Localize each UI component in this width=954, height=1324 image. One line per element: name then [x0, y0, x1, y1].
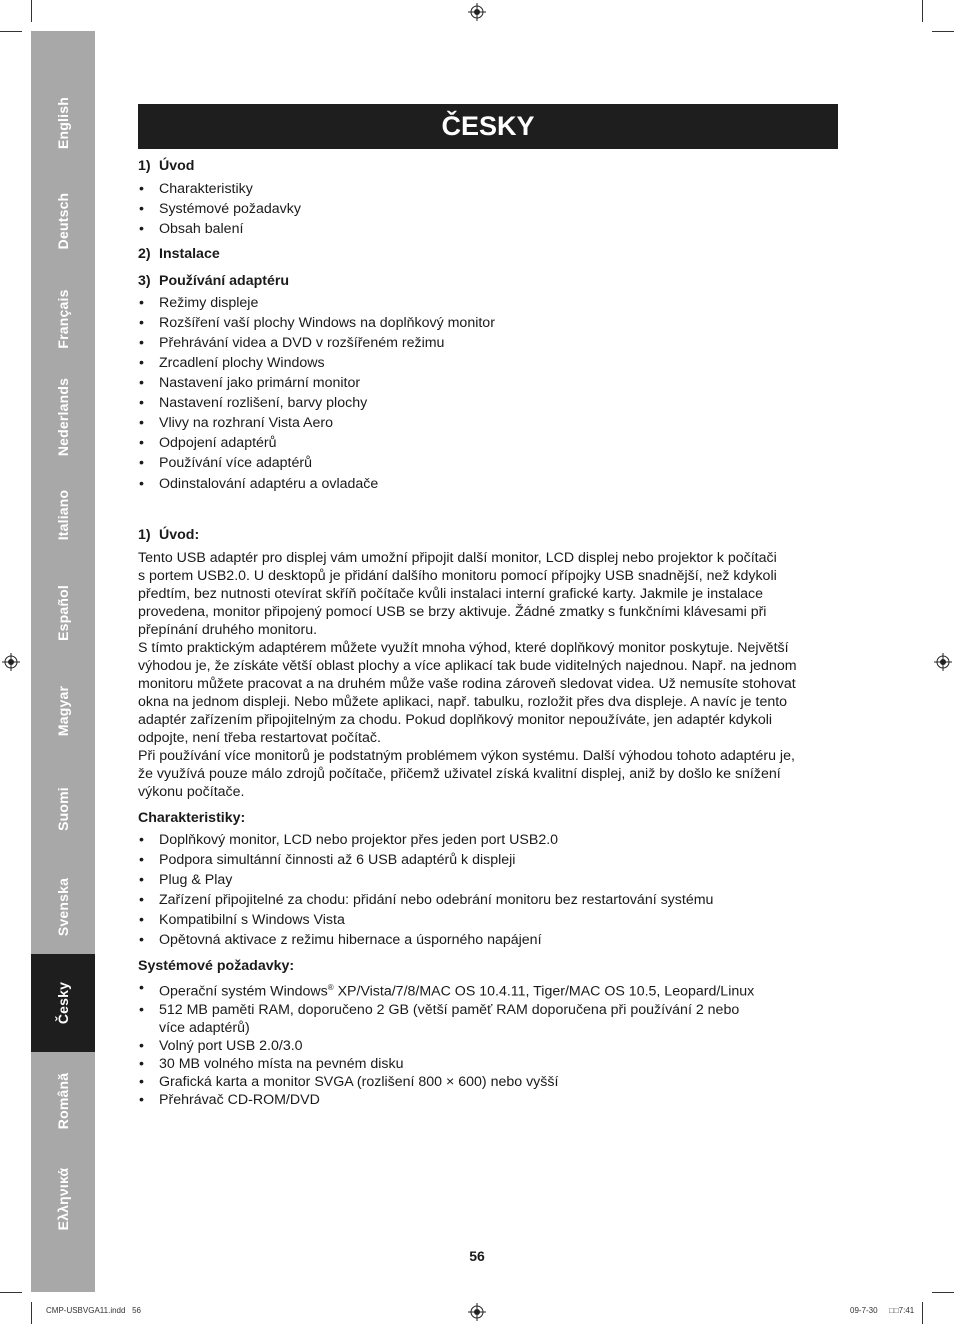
- list-item: • Opětovná aktivace z režimu hibernace a úsporného napájení: [138, 931, 838, 949]
- toc-heading-1: 1) Úvod: [138, 158, 195, 174]
- text-line: předtím, bez nutnosti otevírat skříň počítače kvůli instalaci interní grafické karty. Jakmile je instalace: [138, 586, 764, 602]
- tab-espanol[interactable]: Español: [55, 585, 71, 641]
- toc-list-3: [138, 294, 838, 493]
- list-item: • Nastavení rozlišení, barvy plochy: [138, 394, 838, 412]
- page-title: ČESKY: [138, 104, 838, 149]
- list-item: • Odinstalování adaptéru a ovladače: [138, 475, 838, 493]
- intro-paragraph-3: [138, 747, 838, 801]
- intro-paragraph-1: [138, 549, 838, 639]
- requirements-heading: Systémové požadavky:: [138, 958, 295, 974]
- features-list: [138, 831, 838, 949]
- list-item: • Doplňkový monitor, LCD nebo projektor přes jeden port USB2.0: [138, 831, 838, 849]
- crop-mark: [0, 31, 22, 32]
- section-heading-intro: 1) Úvod:: [138, 527, 200, 543]
- registration-mark-icon: [2, 653, 20, 671]
- list-item: • Odpojení adaptérů: [138, 434, 838, 452]
- registration-mark-icon: [934, 653, 952, 671]
- tab-english[interactable]: English: [55, 97, 71, 149]
- crop-mark: [31, 0, 32, 22]
- list-item: • Systémové požadavky: [138, 200, 838, 218]
- footer-filename: CMP-USBVGA11.indd 56: [46, 1306, 142, 1315]
- list-item: • Obsah balení: [138, 220, 838, 238]
- text-line: přepínání druhého monitoru.: [138, 622, 318, 638]
- footer-time: □□7:41: [889, 1306, 915, 1315]
- list-item: • Zrcadlení plochy Windows: [138, 354, 838, 372]
- tab-nederlands[interactable]: Nederlands: [55, 377, 71, 457]
- list-item: • Vlivy na rozhraní Vista Aero: [138, 414, 838, 432]
- tab-italiano[interactable]: Italiano: [55, 489, 71, 541]
- crop-mark: [0, 1292, 22, 1293]
- text-line: provedena, monitor připojený pomocí USB se brzy aktivuje. Žádné zmatky s funkčními klávesami při: [138, 604, 767, 620]
- text-line: odpojte, není třeba restartovat počítač.: [138, 730, 381, 746]
- features-heading: Charakteristiky:: [138, 810, 246, 826]
- text-line: Tento USB adaptér pro displej vám umožní připojit další monitor, LCD displej nebo projektor k počítači: [138, 550, 777, 566]
- text-line: s portem USB2.0. U desktopů je přidání dalšího monitoru pomocí přípojky USB snadnější, než kdykoli: [138, 568, 777, 584]
- crop-mark: [922, 1302, 923, 1324]
- crop-mark: [932, 31, 954, 32]
- tab-francais[interactable]: Français: [55, 289, 71, 349]
- text-line: výhodou je, že získáte větší oblast plochy a více aplikací tak bude viditelných najednou. Např. na jednom: [138, 658, 797, 674]
- list-item: • 30 MB volného místa na pevném disku: [138, 1055, 838, 1073]
- list-item: • Plug & Play: [138, 871, 838, 889]
- list-item: • Nastavení jako primární monitor: [138, 374, 838, 392]
- page-number: 56: [469, 1248, 485, 1264]
- toc-list-1: [138, 180, 838, 238]
- tab-magyar[interactable]: Magyar: [55, 685, 71, 737]
- language-sidebar: [31, 31, 95, 1292]
- list-item: • Grafická karta a monitor SVGA (rozlišení 800 × 600) nebo vyšší: [138, 1073, 838, 1091]
- list-item: • Režimy displeje: [138, 294, 838, 312]
- main-content: [138, 155, 838, 1109]
- tab-cesky[interactable]: Česky: [31, 954, 95, 1052]
- tab-svenska[interactable]: Svenska: [55, 877, 71, 937]
- list-item: • Kompatibilní s Windows Vista: [138, 911, 838, 929]
- text-line: S tímto praktickým adaptérem můžete využít mnoha výhod, které doplňkový monitor poskytuje. Největší: [138, 640, 789, 656]
- list-item: • Charakteristiky: [138, 180, 838, 198]
- text-line: že využívá pouze málo zdrojů počítače, přičemž uživatel získá kvalitní displej, aniž by došlo ke snížení: [138, 766, 781, 782]
- list-item: • 512 MB paměti RAM, doporučeno 2 GB (větší paměť RAM doporučena při používání 2 nebo více adaptérů): [138, 1001, 838, 1037]
- toc-heading-3: 3) Používání adaptéru: [138, 273, 290, 289]
- tab-suomi[interactable]: Suomi: [55, 787, 71, 831]
- list-item: • Zařízení připojitelné za chodu: přidání nebo odebrání monitoru bez restartování systému: [138, 891, 838, 909]
- tab-ellinika[interactable]: Ελληνικά: [55, 1167, 71, 1231]
- tab-deutsch[interactable]: Deutsch: [55, 192, 71, 250]
- list-item: • Přehrávání videa a DVD v rozšířeném režimu: [138, 334, 838, 352]
- toc-heading-2: 2) Instalace: [138, 246, 220, 262]
- text-line: Při používání více monitorů je podstatným problémem výkon systému. Další výhodou tohoto adaptéru je,: [138, 748, 795, 764]
- text-line: adaptér zařízením připojitelným za chodu. Pokud doplňkový monitor nepoužíváte, jen adaptér kdykoli: [138, 712, 773, 728]
- list-item: • Rozšíření vaší plochy Windows na doplňkový monitor: [138, 314, 838, 332]
- text-line: okna na jednom displeji. Nebo můžete aplikaci, např. tabulku, rozložit přes dva displeje. A navíc je tento: [138, 694, 788, 710]
- list-item: • Přehrávač CD-ROM/DVD: [138, 1091, 838, 1109]
- list-item: • Volný port USB 2.0/3.0: [138, 1037, 838, 1055]
- registration-mark-icon: [468, 3, 486, 21]
- requirements-list: [138, 979, 838, 1109]
- footer-date: 09-7-30: [850, 1306, 878, 1315]
- registration-mark-icon: [468, 1303, 486, 1321]
- tab-romana[interactable]: Română: [55, 1072, 71, 1130]
- crop-mark: [31, 1302, 32, 1324]
- intro-paragraph-2: [138, 639, 838, 747]
- crop-mark: [922, 0, 923, 22]
- list-item: • Používání více adaptérů: [138, 454, 838, 472]
- list-item: • Podpora simultánní činnosti až 6 USB adaptérů k displeji: [138, 851, 838, 869]
- text-line: výkonu počítače.: [138, 784, 245, 800]
- text-line: monitoru můžete pracovat a na druhém může vaše rodina zároveň sledovat videa. Už nemusíte stohovat: [138, 676, 796, 692]
- crop-mark: [932, 1292, 954, 1293]
- list-item: • Operační systém Windows® XP/Vista/7/8/MAC OS 10.4.11, Tiger/MAC OS 10.5, Leopard/Linux: [138, 979, 838, 1001]
